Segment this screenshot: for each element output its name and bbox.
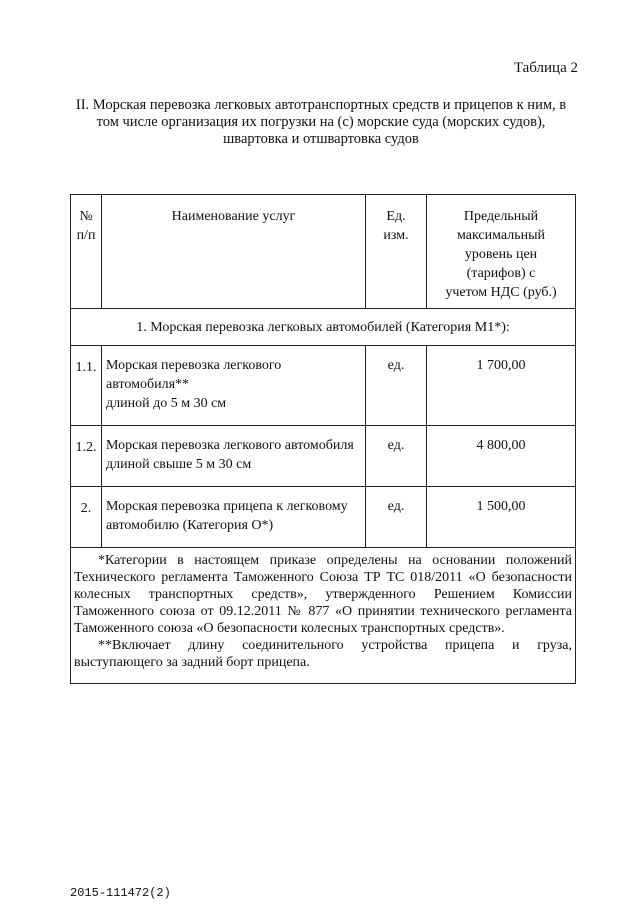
header-unit-line: Ед. (386, 209, 406, 224)
table-header-row (71, 195, 576, 309)
table-label: Таблица 2 (513, 60, 578, 76)
header-num-line: № (79, 209, 93, 224)
footnote-categories: *Категории в настоящем приказе определены на основании положений Технического регламента Таможенного Союза ТР ТС 018/2011 «О безопасности колесных транспортных средств», утвержденного Решением Комиссии Таможенного союза от 09.12.2011 № 877 «О принятии технического регламента Таможенного союза «О безопасности колесных транспортных средств». (74, 553, 572, 636)
table-row (71, 426, 576, 487)
row-name-line: Морская перевозка прицепа к легковому (106, 499, 348, 514)
notes-row (71, 548, 576, 684)
row-name-line: длиной до 5 м 30 см (106, 396, 227, 411)
header-price-line: максимальный (457, 228, 545, 243)
title-line: II. Морская перевозка легковых автотранспортных средств и прицепов к ним, в (75, 97, 567, 113)
row-price: 1 500,00 (427, 487, 576, 548)
row-unit: ед. (366, 426, 427, 487)
header-unit (366, 195, 427, 309)
header-num (71, 195, 102, 309)
section-title: 1. Морская перевозка легковых автомобилей (Категория М1*): (71, 309, 576, 346)
header-name: Наименование услуг (102, 195, 366, 309)
header-price-line: учетом НДС (руб.) (445, 285, 557, 300)
title-line: том числе организация их погрузки на (с) морские суда (морских судов), (96, 114, 546, 130)
header-price (427, 195, 576, 309)
document-code: 2015-111472(2) (70, 886, 171, 900)
row-name-line: длиной свыше 5 м 30 см (106, 457, 252, 472)
row-name-line: Морская перевозка легкового автомобиля** (106, 358, 282, 392)
row-name-line: автомобилю (Категория О*) (106, 518, 274, 533)
header-price-line: Предельный (463, 209, 539, 224)
footnote-length: **Включает длину соединительного устройства прицепа и груза, выступающего за задний борт прицепа. (74, 638, 572, 670)
header-unit-line: изм. (383, 228, 409, 243)
row-name-line: Морская перевозка легкового автомобиля (106, 438, 354, 453)
row-name (102, 487, 366, 548)
section-row (71, 309, 576, 346)
row-unit: ед. (366, 346, 427, 426)
row-price: 1 700,00 (427, 346, 576, 426)
header-num-line: п/п (76, 228, 96, 243)
table-row (71, 346, 576, 426)
row-num: 1.1. (71, 346, 102, 426)
row-num: 2. (71, 487, 102, 548)
notes-cell (71, 548, 576, 684)
row-num: 1.2. (71, 426, 102, 487)
row-price: 4 800,00 (427, 426, 576, 487)
row-name (102, 346, 366, 426)
title-line: швартовка и отшвартовка судов (223, 131, 419, 147)
row-name (102, 426, 366, 487)
row-unit: ед. (366, 487, 427, 548)
header-price-line: (тарифов) с (466, 266, 536, 281)
document-title (62, 97, 580, 148)
table-row (71, 487, 576, 548)
header-price-line: уровень цен (464, 247, 538, 262)
tariff-table (70, 194, 576, 684)
